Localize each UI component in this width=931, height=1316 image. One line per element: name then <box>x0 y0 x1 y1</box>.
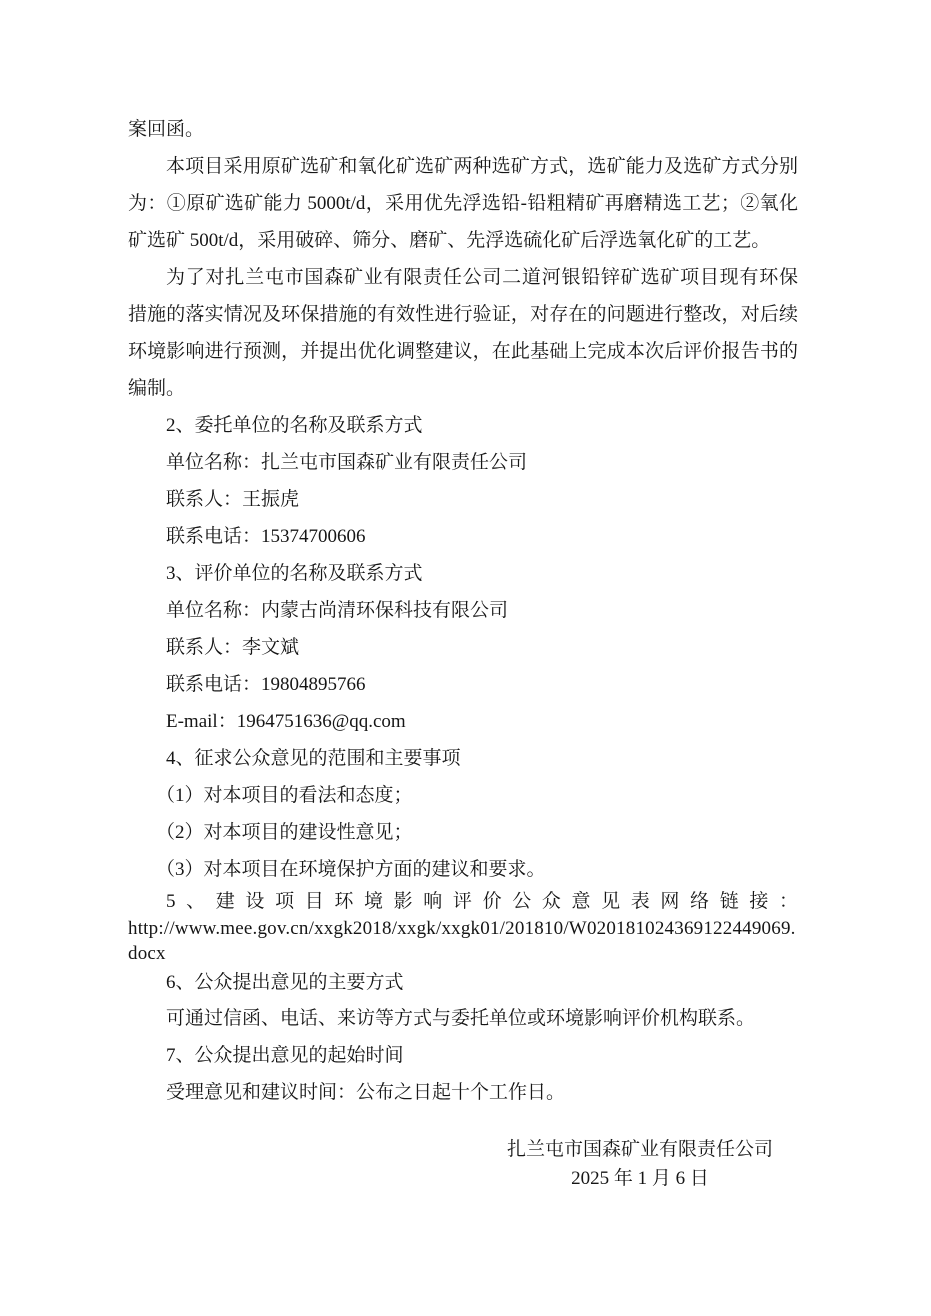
section-4-item-2: （2）对本项目的建设性意见； <box>156 822 413 843</box>
section-5-heading: 5、建设项目环境影响评价公众意见表网络链接： <box>166 891 798 912</box>
public-comment-form-url-continuation: docx <box>128 943 166 964</box>
section-6-body: 可通过信函、电话、来访等方式与委托单位或环境影响评价机构联系。 <box>166 1008 756 1029</box>
section-3-heading: 3、评价单位的名称及联系方式 <box>166 563 423 584</box>
paragraph-process-line: 本项目采用原矿选矿和氧化矿选矿两种选矿方式，选矿能力及选矿方式分别 <box>166 156 798 177</box>
document-content <box>128 111 798 1193</box>
paragraph-purpose-line: 环境影响进行预测，并提出优化调整建议，在此基础上完成本次后评价报告书的 <box>128 341 798 362</box>
paragraph-purpose-line: 措施的落实情况及环保措施的有效性进行验证，对存在的问题进行整改，对后续 <box>128 304 798 325</box>
signature-company-name: 扎兰屯市国森矿业有限责任公司 <box>506 1139 773 1160</box>
section-6-heading: 6、公众提出意见的主要方式 <box>166 972 404 993</box>
section-2-contact-person: 联系人：王振虎 <box>166 489 300 510</box>
paragraph-process-line: 为：①原矿选矿能力 5000t/d，采用优先浮选铅-铅粗精矿再磨精选工艺；②氧化 <box>128 193 798 214</box>
signature-block <box>128 1135 798 1193</box>
paragraph-purpose-line: 为了对扎兰屯市国森矿业有限责任公司二道河银铅锌矿选矿项目现有环保 <box>166 267 798 288</box>
section-4-item-3: （3）对本项目在环境保护方面的建议和要求。 <box>156 859 546 880</box>
section-3-unit-name: 单位名称：内蒙古尚清环保科技有限公司 <box>166 600 509 621</box>
section-7-body: 受理意见和建议时间：公布之日起十个工作日。 <box>166 1082 566 1103</box>
section-2-heading: 2、委托单位的名称及联系方式 <box>166 415 423 436</box>
section-7-heading: 7、公众提出意见的起始时间 <box>166 1045 404 1066</box>
section-3-email: E-mail：1964751636@qq.com <box>166 711 406 732</box>
paragraph-process-line: 矿选矿 500t/d，采用破碎、筛分、磨矿、先浮选硫化矿后浮选氧化矿的工艺。 <box>128 230 771 251</box>
signature-date: 2025 年 1 月 6 日 <box>571 1168 709 1189</box>
section-3-contact-person: 联系人：李文斌 <box>166 637 300 658</box>
paragraph-purpose-line: 编制。 <box>128 378 186 399</box>
section-2-phone: 联系电话：15374700606 <box>166 526 366 547</box>
intro-fragment-line: 案回函。 <box>128 119 205 140</box>
paragraph-purpose <box>128 259 798 407</box>
section-3-phone: 联系电话：19804895766 <box>166 674 366 695</box>
section-4-item-1: （1）对本项目的看法和态度； <box>156 785 413 806</box>
section-2-unit-name: 单位名称：扎兰屯市国森矿业有限责任公司 <box>166 452 528 473</box>
paragraph-process <box>128 148 798 259</box>
public-comment-form-url: http://www.mee.gov.cn/xxgk2018/xxgk/xxgk01/201810/W020181024369122449069. <box>128 918 796 939</box>
section-4-heading: 4、征求公众意见的范围和主要事项 <box>166 748 461 769</box>
